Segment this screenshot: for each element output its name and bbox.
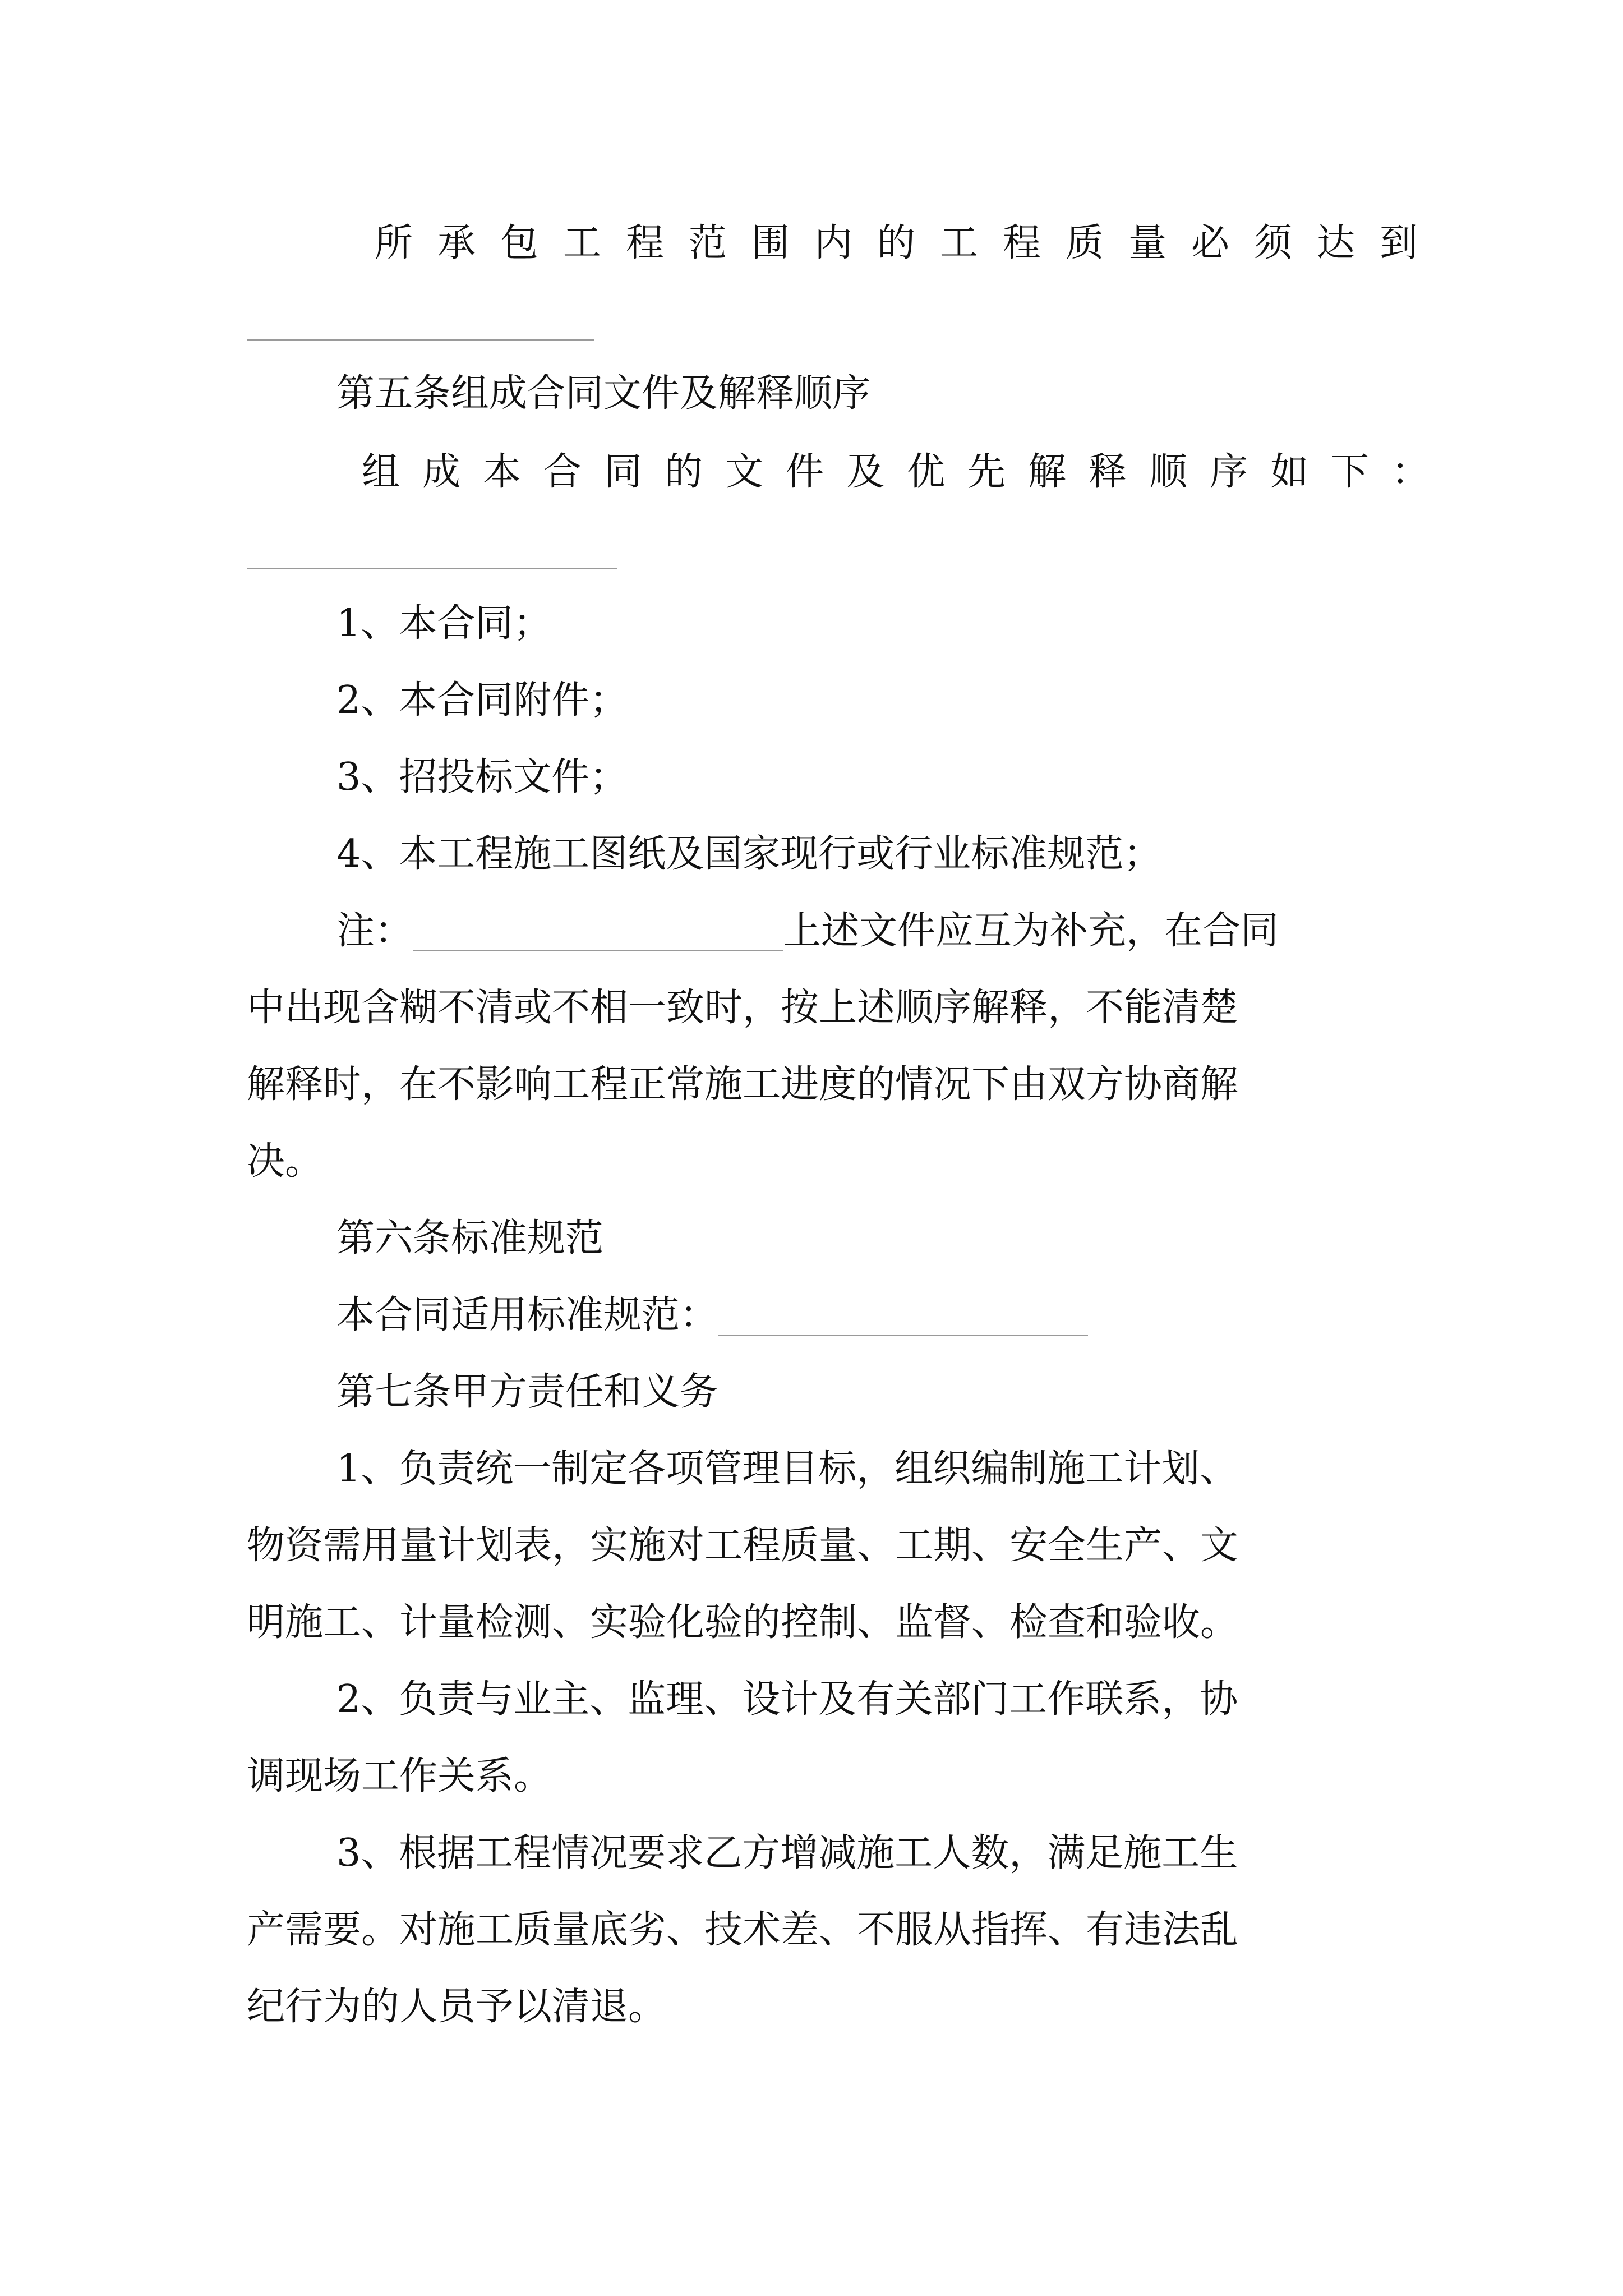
text-line: 纪行为的人员予以清退。: [247, 1985, 667, 2029]
text-line: 所承包工程范围内的工程质量必须达到: [375, 221, 1443, 265]
note-text: 上述文件应互为补充，在合同: [783, 909, 1279, 953]
blank-underline: [247, 339, 594, 341]
text-line: 调现场工作关系。: [247, 1754, 552, 1798]
article-heading: 第七条甲方责任和义务: [336, 1370, 718, 1414]
list-item: 4、本工程施工图纸及国家现行或行业标准规范；: [336, 832, 1162, 876]
standards-blank: [718, 1296, 1088, 1336]
list-item: 1、本合同；: [336, 601, 552, 646]
text-line: 解释时，在不影响工程正常施工进度的情况下由双方协商解: [247, 1062, 1239, 1107]
text-line: 中出现含糊不清或不相一致时，按上述顺序解释，不能清楚: [247, 986, 1239, 1030]
text-line: 决。: [247, 1139, 324, 1184]
text-line: 产需要。对施工质量底劣、技术差、不服从指挥、有违法乱: [247, 1908, 1239, 1952]
list-item: 3、招投标文件；: [336, 755, 628, 799]
article-heading: 第五条组成合同文件及解释顺序: [336, 371, 871, 416]
text-line: 明施工、计量检测、实验化验的控制、监督、检查和验收。: [247, 1600, 1239, 1645]
blank-underline: [247, 568, 617, 569]
note-blank: [413, 912, 783, 951]
text-line: 2、负责与业主、监理、设计及有关部门工作联系，协: [336, 1677, 1238, 1722]
text-line: 物资需用量计划表，实施对工程质量、工期、安全生产、文: [247, 1524, 1239, 1568]
text-line: 组成本合同的文件及优先解释顺序如下：: [362, 450, 1453, 494]
note-label: 注：: [336, 909, 413, 953]
text-line: 1、负责统一制定各项管理目标，组织编制施工计划、: [336, 1447, 1238, 1491]
list-item: 2、本合同附件；: [336, 678, 628, 723]
standards-label: 本合同适用标准规范：: [336, 1293, 718, 1337]
standards-line: [336, 1293, 1088, 1337]
article-heading: 第六条标准规范: [336, 1216, 604, 1260]
note-line: [336, 909, 1279, 953]
text-line: 3、根据工程情况要求乙方增减施工人数，满足施工生: [336, 1831, 1238, 1875]
